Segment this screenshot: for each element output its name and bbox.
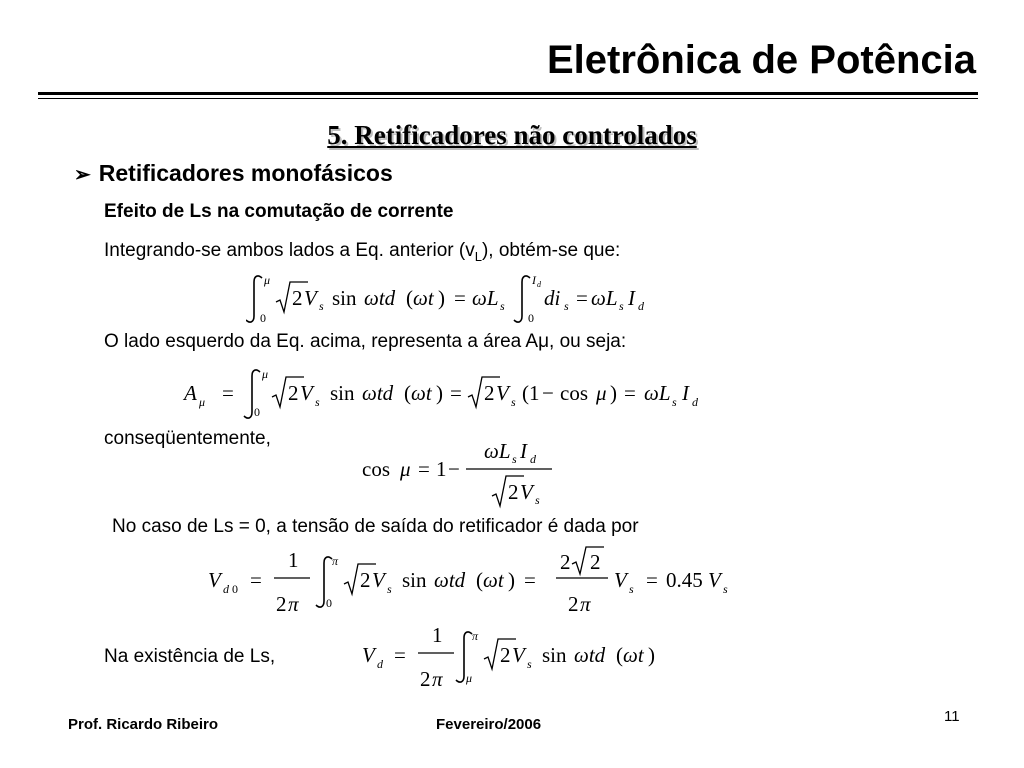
consequently-text: conseqüentemente, <box>104 428 271 449</box>
svg-text:s: s <box>387 582 392 596</box>
svg-text:2: 2 <box>568 592 579 616</box>
header-rule-thick <box>38 92 978 95</box>
integrating-suffix: ), obtém-se que: <box>481 240 621 261</box>
svg-text:di: di <box>544 286 561 310</box>
equation-1 <box>246 272 706 326</box>
svg-text:I: I <box>532 273 536 287</box>
svg-text:ωL: ωL <box>484 439 511 463</box>
svg-text:1: 1 <box>432 623 443 647</box>
svg-text:0: 0 <box>326 596 332 610</box>
svg-text:V: V <box>362 643 375 667</box>
with-ls-text: Na existência de Ls, <box>104 646 276 667</box>
svg-text:V: V <box>708 568 721 592</box>
svg-text:0.45: 0.45 <box>666 568 703 592</box>
svg-text:μ: μ <box>264 273 271 287</box>
svg-text:V: V <box>304 286 317 310</box>
svg-text:s: s <box>500 299 505 313</box>
svg-text:2: 2 <box>420 667 431 691</box>
bullet-text: Retificadores monofásicos <box>98 160 393 186</box>
svg-text:2: 2 <box>484 381 495 405</box>
bullet-item <box>74 160 393 187</box>
svg-text:μ: μ <box>262 367 269 381</box>
svg-text:V: V <box>300 381 313 405</box>
subtitle: Efeito de Ls na comutação de corrente <box>104 201 454 222</box>
svg-text:ωt: ωt <box>623 643 644 667</box>
svg-text:V: V <box>372 568 385 592</box>
svg-text:V: V <box>512 643 525 667</box>
svg-text:0: 0 <box>232 582 238 596</box>
svg-text:V: V <box>208 568 221 592</box>
svg-text:1: 1 <box>288 548 299 572</box>
svg-text:I: I <box>520 439 527 463</box>
svg-text:V: V <box>520 480 533 504</box>
equation-4 <box>206 545 766 621</box>
svg-text:2: 2 <box>508 480 519 504</box>
svg-text:ωL: ωL <box>591 286 618 310</box>
svg-text:): ) <box>648 643 655 667</box>
svg-text:0: 0 <box>260 311 266 325</box>
section-heading: 5. Retificadores não controlados <box>327 120 697 150</box>
svg-text:I: I <box>628 286 635 310</box>
svg-text:2: 2 <box>276 592 287 616</box>
svg-text:2: 2 <box>288 381 299 405</box>
svg-text:π: π <box>580 592 591 616</box>
svg-text:−: − <box>542 381 554 405</box>
svg-text:=: = <box>394 643 406 667</box>
page-title: Eletrônica de Potência <box>546 38 976 82</box>
svg-text:=: = <box>624 381 636 405</box>
svg-text:cos: cos <box>362 457 390 481</box>
svg-text:π: π <box>432 667 443 691</box>
svg-text:μ: μ <box>400 457 411 481</box>
footer-date: Fevereiro/2006 <box>436 716 542 733</box>
svg-text:=: = <box>576 286 588 310</box>
svg-text:ωL: ωL <box>644 381 671 405</box>
svg-text:ωtd: ωtd <box>364 286 396 310</box>
equation-5 <box>360 620 700 696</box>
svg-text:=: = <box>250 568 262 592</box>
svg-text:2: 2 <box>590 550 601 574</box>
svg-text:ωtd: ωtd <box>362 381 394 405</box>
svg-text:d: d <box>537 280 541 289</box>
svg-text:s: s <box>527 657 532 671</box>
svg-text:sin: sin <box>332 286 357 310</box>
svg-text:=: = <box>454 286 466 310</box>
svg-text:ωtd: ωtd <box>434 568 466 592</box>
svg-text:(: ( <box>476 568 483 592</box>
svg-text:s: s <box>319 299 324 313</box>
svg-text:ωt: ωt <box>411 381 432 405</box>
svg-text:sin: sin <box>330 381 355 405</box>
svg-text:1: 1 <box>436 457 447 481</box>
svg-text:ωL: ωL <box>472 286 499 310</box>
svg-text:I: I <box>682 381 689 405</box>
svg-text:s: s <box>511 395 516 409</box>
svg-text:2: 2 <box>560 550 571 574</box>
svg-text:=: = <box>222 381 234 405</box>
svg-text:=: = <box>418 457 430 481</box>
equation-2 <box>182 366 782 422</box>
svg-text:sin: sin <box>402 568 427 592</box>
svg-text:d: d <box>692 395 698 409</box>
svg-text:μ: μ <box>199 395 206 409</box>
svg-text:2: 2 <box>500 643 511 667</box>
footer-author: Prof. Ricardo Ribeiro <box>68 716 219 733</box>
svg-text:π: π <box>332 554 339 568</box>
svg-text:−: − <box>448 457 460 481</box>
svg-text:): ) <box>438 286 445 310</box>
integrating-sub: L <box>474 248 482 264</box>
svg-text:s: s <box>629 582 634 596</box>
svg-text:d: d <box>223 582 229 596</box>
integrating-text <box>104 240 620 264</box>
svg-text:A: A <box>184 381 197 405</box>
svg-text:d: d <box>530 452 536 466</box>
svg-text:): ) <box>436 381 443 405</box>
left-side-text: O lado esquerdo da Eq. acima, representa a área Aμ, ou seja: <box>104 331 627 352</box>
svg-text:s: s <box>619 299 624 313</box>
no-ls-text: No caso de Ls = 0, a tensão de saída do retificador é dada por <box>112 516 639 537</box>
svg-text:s: s <box>564 299 569 313</box>
svg-text:s: s <box>512 452 517 466</box>
svg-text:sin: sin <box>542 643 567 667</box>
svg-text:μ: μ <box>466 671 473 685</box>
svg-text:(: ( <box>404 381 411 405</box>
svg-text:V: V <box>614 568 627 592</box>
svg-text:ωt: ωt <box>483 568 504 592</box>
arrow-bullet-icon: ➢ <box>74 164 91 186</box>
svg-text:π: π <box>288 592 299 616</box>
page-number: 11 <box>944 708 960 725</box>
svg-text:s: s <box>535 493 540 507</box>
equation-3 <box>360 434 580 514</box>
section-heading-wrapper <box>0 120 1024 151</box>
integrating-prefix: Integrando-se ambos lados a Eq. anterior (v <box>104 240 475 261</box>
svg-text:(: ( <box>616 643 623 667</box>
svg-text:0: 0 <box>254 405 260 419</box>
svg-text:s: s <box>723 582 728 596</box>
svg-text:ωtd: ωtd <box>574 643 606 667</box>
svg-text:(: ( <box>406 286 413 310</box>
svg-text:(1: (1 <box>522 381 540 405</box>
svg-text:): ) <box>610 381 617 405</box>
svg-text:V: V <box>496 381 509 405</box>
svg-text:=: = <box>646 568 658 592</box>
header-rule-thin <box>38 98 978 99</box>
svg-text:s: s <box>672 395 677 409</box>
svg-text:d: d <box>638 299 644 313</box>
svg-text:=: = <box>524 568 536 592</box>
svg-text:=: = <box>450 381 462 405</box>
svg-text:π: π <box>472 629 479 643</box>
svg-text:2: 2 <box>360 568 371 592</box>
svg-text:μ: μ <box>596 381 607 405</box>
svg-text:0: 0 <box>528 311 534 325</box>
svg-text:2: 2 <box>292 286 303 310</box>
svg-text:): ) <box>508 568 515 592</box>
svg-text:ωt: ωt <box>413 286 434 310</box>
svg-text:d: d <box>377 657 383 671</box>
svg-text:cos: cos <box>560 381 588 405</box>
svg-text:s: s <box>315 395 320 409</box>
